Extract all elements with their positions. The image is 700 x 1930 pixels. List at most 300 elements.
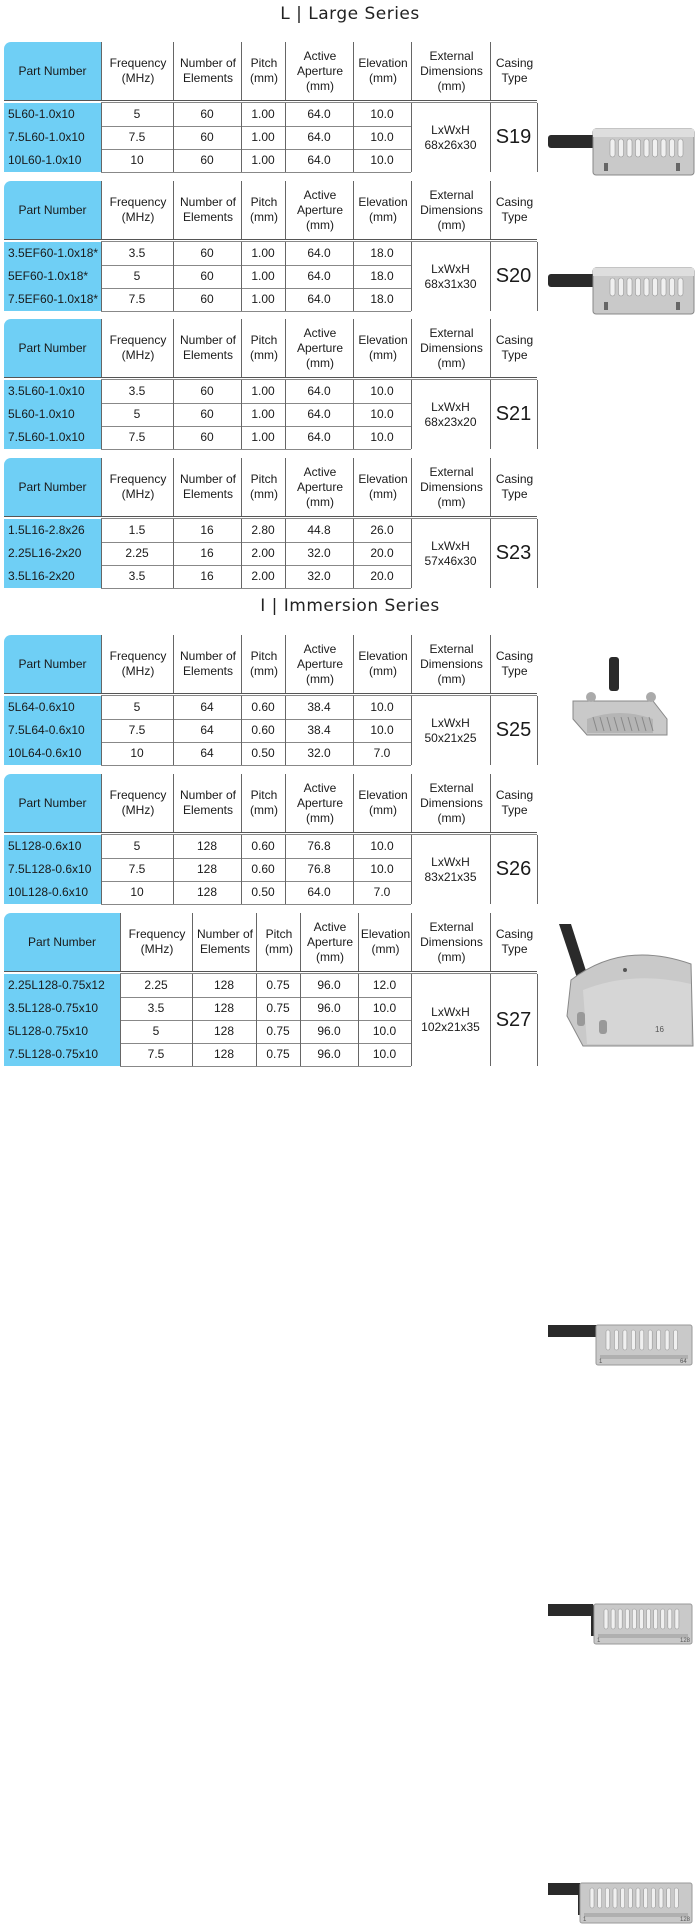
probe-slot [611, 1609, 615, 1629]
cell-pitch: 2.00 [251, 569, 275, 583]
header-dimensions: External Dimensions (mm) [411, 774, 491, 832]
cell-dimensions [411, 696, 490, 765]
probe-image [548, 236, 696, 321]
cell-aperture: 64.0 [307, 292, 331, 306]
header-divider [4, 516, 537, 517]
column-divider [173, 696, 174, 765]
cell-frequency: 10 [130, 153, 144, 167]
cell-frequency: 7.5 [128, 130, 146, 144]
spec-table [0, 42, 700, 175]
cell-part-number: 5L128-0.6x10 [4, 835, 102, 858]
cell-elevation: 20.0 [370, 569, 394, 583]
column-divider [285, 835, 286, 904]
cell-pitch: 1.00 [251, 430, 275, 444]
cell-elevation: 10.0 [370, 700, 394, 714]
column-divider [353, 380, 354, 449]
cell-pitch: 2.80 [251, 523, 275, 537]
probe-marking-left: 1 [597, 1638, 601, 1644]
cell-dimensions [411, 519, 490, 588]
column-divider [256, 974, 257, 1066]
cell-aperture: 64.0 [307, 153, 331, 167]
cell-elements: 60 [200, 246, 214, 260]
header-elements: Number of Elements [173, 635, 242, 693]
column-divider [173, 242, 174, 311]
cell-aperture: 96.0 [317, 1024, 341, 1038]
header-part-number: Part Number [4, 42, 101, 100]
cell-dimensions [411, 835, 490, 904]
header-dimensions: External Dimensions (mm) [411, 458, 491, 516]
header-frequency: Frequency (MHz) [101, 774, 174, 832]
probe-slot [636, 139, 641, 157]
header-dimensions: External Dimensions (mm) [411, 913, 491, 971]
column-divider [537, 835, 538, 904]
cell-elevation: 10.0 [370, 153, 394, 167]
dims-label: LxWxH [431, 261, 470, 276]
probe-marking-right: 64 [680, 1359, 687, 1365]
probe-slot [610, 278, 615, 296]
column-divider [537, 974, 538, 1066]
cell-elements: 128 [196, 862, 218, 876]
probe-slot [632, 1609, 636, 1629]
header-part-number: Part Number [4, 181, 101, 239]
dims-label: LxWxH [431, 715, 470, 730]
probe-top-face [593, 268, 694, 276]
cell-pitch: 1.00 [251, 246, 275, 260]
cell-elements: 64 [200, 723, 214, 737]
column-divider [101, 242, 102, 311]
column-divider [537, 519, 538, 588]
column-divider [537, 696, 538, 765]
cell-aperture: 64.0 [307, 885, 331, 899]
probe-slot [665, 1330, 669, 1350]
cell-frequency: 3.5 [128, 569, 146, 583]
cell-elements: 128 [196, 839, 218, 853]
cell-elevation: 10.0 [370, 130, 394, 144]
spec-table [0, 181, 700, 314]
header-casing: Casing Type [490, 458, 538, 516]
cell-casing-type: S21 [495, 403, 532, 425]
header-elements: Number of Elements [173, 42, 242, 100]
header-divider [4, 239, 537, 240]
dims-value: 57x46x30 [424, 553, 477, 568]
header-pitch: Pitch (mm) [241, 635, 286, 693]
cell-dimensions [411, 103, 490, 172]
header-aperture: Active Aperture (mm) [285, 458, 354, 516]
cell-elements: 128 [213, 1047, 235, 1061]
cell-part-number: 7.5L60-1.0x10 [4, 426, 102, 449]
probe-top-face [593, 129, 694, 137]
probe-slot [647, 1609, 651, 1629]
probe-image [548, 1600, 696, 1646]
probe-slot [631, 1330, 635, 1350]
header-aperture: Active Aperture (mm) [285, 774, 354, 832]
cell-part-number: 10L64-0.6x10 [4, 742, 102, 765]
cell-elements: 60 [200, 269, 214, 283]
dims-value: 50x21x25 [424, 730, 477, 745]
header-pitch: Pitch (mm) [241, 458, 286, 516]
probe-slot [598, 1888, 602, 1908]
cell-part-number: 10L60-1.0x10 [4, 149, 102, 172]
probe-slot [606, 1330, 610, 1350]
cell-part-number: 5L60-1.0x10 [4, 403, 102, 426]
probe-slot [605, 1888, 609, 1908]
header-aperture: Active Aperture (mm) [300, 913, 359, 971]
header-pitch: Pitch (mm) [241, 42, 286, 100]
column-divider [241, 519, 242, 588]
cell-aperture: 76.8 [307, 862, 331, 876]
header-dimensions: External Dimensions (mm) [411, 181, 491, 239]
column-divider [101, 696, 102, 765]
header-elevation: Elevation (mm) [353, 774, 412, 832]
cell-frequency: 7.5 [147, 1047, 165, 1061]
table-bottom-border [101, 904, 411, 905]
cell-part-number: 5L60-1.0x10 [4, 103, 102, 126]
column-divider [173, 380, 174, 449]
table-bottom-border [101, 172, 411, 173]
cell-pitch: 1.00 [251, 407, 275, 421]
column-divider [173, 103, 174, 172]
cell-elements: 60 [200, 430, 214, 444]
probe-face [598, 1634, 688, 1638]
dims-label: LxWxH [431, 122, 470, 137]
probe-slot [640, 1330, 644, 1350]
column-divider [241, 103, 242, 172]
section-title: L | Large Series [280, 4, 420, 24]
cell-frequency: 7.5 [128, 292, 146, 306]
cell-elevation: 10.0 [370, 407, 394, 421]
cell-aperture: 64.0 [307, 130, 331, 144]
column-divider [192, 974, 193, 1066]
cell-aperture: 64.0 [307, 246, 331, 260]
header-casing: Casing Type [490, 913, 538, 971]
cell-part-number: 3.5L16-2x20 [4, 565, 102, 588]
probe-screw [604, 163, 608, 171]
column-divider [285, 380, 286, 449]
probe-slot [627, 278, 632, 296]
dims-label: LxWxH [431, 854, 470, 869]
cell-pitch: 0.50 [251, 746, 275, 760]
cell-elevation: 10.0 [372, 1047, 397, 1061]
header-part-number: Part Number [4, 458, 101, 516]
cell-elements: 64 [200, 746, 214, 760]
header-divider [4, 100, 537, 101]
cell-pitch: 0.75 [266, 1047, 290, 1061]
dims-value: 102x21x35 [421, 1020, 480, 1034]
cell-part-number: 5EF60-1.0x18* [4, 265, 102, 288]
cell-frequency: 5 [152, 1024, 160, 1038]
column-divider [101, 380, 102, 449]
probe-slot [639, 1609, 643, 1629]
probe-drawing [548, 236, 696, 321]
cell-frequency: 2.25 [144, 978, 168, 992]
cell-dimensions [411, 242, 490, 311]
table-bottom-border [101, 311, 411, 312]
column-divider [353, 103, 354, 172]
table-bottom-border [101, 449, 411, 450]
probe-slot [661, 139, 666, 157]
cell-pitch: 0.75 [266, 1024, 290, 1038]
header-pitch: Pitch (mm) [241, 181, 286, 239]
dims-value: 83x21x35 [424, 869, 477, 884]
header-elevation: Elevation (mm) [353, 42, 412, 100]
cell-part-number: 1.5L16-2.8x26 [4, 519, 102, 542]
cell-elevation: 18.0 [370, 246, 394, 260]
cell-pitch: 0.75 [266, 1001, 290, 1015]
cell-casing-type: S27 [495, 1008, 532, 1031]
cell-elevation: 26.0 [370, 523, 394, 537]
cell-part-number: 7.5L128-0.6x10 [4, 858, 102, 881]
header-aperture: Active Aperture (mm) [285, 181, 354, 239]
spec-table [0, 319, 700, 452]
header-elevation: Elevation (mm) [353, 319, 412, 377]
header-elements: Number of Elements [173, 774, 242, 832]
cell-elements: 60 [200, 107, 214, 121]
column-divider [358, 974, 359, 1066]
probe-slot [674, 1330, 678, 1350]
cell-dimensions [411, 380, 490, 449]
header-dimensions: External Dimensions (mm) [411, 319, 491, 377]
cell-elements: 128 [213, 1001, 235, 1015]
cell-casing-type: S25 [495, 719, 532, 741]
cell-aperture: 38.4 [307, 700, 331, 714]
probe-screw [676, 163, 680, 171]
cell-pitch: 2.00 [251, 546, 275, 560]
cell-elevation: 10.0 [370, 723, 394, 737]
cell-casing-type: S26 [495, 858, 532, 880]
cell-aperture: 44.8 [307, 523, 331, 537]
probe-slot [678, 139, 683, 157]
probe-slot [648, 1330, 652, 1350]
section-title: I | Immersion Series [260, 596, 440, 616]
cell-aperture: 32.0 [307, 746, 331, 760]
probe-slot [644, 1888, 648, 1908]
probe-marking: 16 [655, 1025, 664, 1034]
cell-elevation: 10.0 [370, 862, 394, 876]
header-divider [4, 693, 537, 694]
cell-elements: 60 [200, 292, 214, 306]
cell-elevation: 10.0 [370, 839, 394, 853]
probe-slot [619, 278, 624, 296]
cell-elements: 16 [200, 569, 214, 583]
header-casing: Casing Type [490, 181, 538, 239]
header-casing: Casing Type [490, 319, 538, 377]
cell-frequency: 10 [130, 885, 144, 899]
probe-cable [548, 1325, 602, 1337]
column-divider [120, 974, 121, 1066]
dims-value: 68x26x30 [424, 137, 477, 152]
probe-slot [670, 139, 675, 157]
cell-frequency: 5 [133, 107, 141, 121]
header-elevation: Elevation (mm) [353, 635, 412, 693]
probe-slot [644, 139, 649, 157]
column-divider [241, 380, 242, 449]
column-divider [353, 696, 354, 765]
cell-elevation: 10.0 [370, 384, 394, 398]
probe-image [548, 97, 696, 182]
header-frequency: Frequency (MHz) [101, 458, 174, 516]
cell-part-number: 3.5EF60-1.0x18* [4, 242, 102, 265]
probe-slot [610, 139, 615, 157]
dims-label: LxWxH [431, 399, 470, 414]
probe-cable [548, 1604, 597, 1616]
probe-slot [627, 139, 632, 157]
cell-frequency: 7.5 [128, 430, 146, 444]
header-aperture: Active Aperture (mm) [285, 42, 354, 100]
cell-elements: 60 [200, 130, 214, 144]
cell-elements: 128 [213, 978, 235, 992]
cell-elements: 128 [196, 885, 218, 899]
cell-frequency: 5 [133, 839, 141, 853]
cell-elements: 16 [200, 523, 214, 537]
probe-cable [548, 274, 596, 287]
column-divider [353, 835, 354, 904]
cell-elements: 128 [213, 1024, 235, 1038]
cell-pitch: 0.60 [251, 723, 275, 737]
cell-pitch: 0.60 [251, 700, 275, 714]
probe-slot [614, 1330, 618, 1350]
probe-slot [636, 278, 641, 296]
column-divider [300, 974, 301, 1066]
column-divider [241, 696, 242, 765]
cell-part-number: 5L64-0.6x10 [4, 696, 102, 719]
probe-slot [625, 1609, 629, 1629]
column-divider [537, 242, 538, 311]
cell-pitch: 1.00 [251, 292, 275, 306]
probe-slot [604, 1609, 608, 1629]
cell-aperture: 32.0 [307, 569, 331, 583]
header-divider [4, 971, 537, 972]
cell-pitch: 1.00 [251, 107, 275, 121]
header-frequency: Frequency (MHz) [101, 319, 174, 377]
dims-value: 68x31x30 [424, 276, 477, 291]
cell-part-number: 3.5L128-0.75x10 [4, 997, 121, 1020]
column-divider [285, 519, 286, 588]
cell-casing-type: S20 [495, 265, 532, 287]
cell-elevation: 7.0 [373, 885, 391, 899]
column-divider [285, 696, 286, 765]
probe-slot [636, 1888, 640, 1908]
probe-slot [670, 278, 675, 296]
probe-screw [676, 302, 680, 310]
probe-slot [667, 1888, 671, 1908]
cell-frequency: 3.5 [147, 1001, 165, 1015]
table-bottom-border [101, 588, 411, 589]
probe-face [600, 1355, 688, 1359]
cell-elements: 60 [200, 153, 214, 167]
probe-marking-right: 128 [680, 1917, 691, 1923]
cell-frequency: 5 [133, 700, 141, 714]
cell-aperture: 96.0 [317, 978, 341, 992]
cell-part-number: 7.5L128-0.75x10 [4, 1043, 121, 1066]
cell-aperture: 76.8 [307, 839, 331, 853]
probe-slot [590, 1888, 594, 1908]
probe-slot [651, 1888, 655, 1908]
header-aperture: Active Aperture (mm) [285, 319, 354, 377]
cell-aperture: 32.0 [307, 546, 331, 560]
cell-pitch: 1.00 [251, 130, 275, 144]
probe-slot [661, 1609, 665, 1629]
probe-slot [653, 278, 658, 296]
header-frequency: Frequency (MHz) [101, 181, 174, 239]
probe-slot [654, 1609, 658, 1629]
header-dimensions: External Dimensions (mm) [411, 42, 491, 100]
cell-part-number: 10L128-0.6x10 [4, 881, 102, 904]
probe-marking-right: 128 [680, 1638, 691, 1644]
probe-drawing [548, 1321, 696, 1369]
cell-aperture: 64.0 [307, 384, 331, 398]
cell-elevation: 7.0 [373, 746, 391, 760]
probe-drawing [548, 97, 696, 182]
cell-pitch: 0.75 [266, 978, 290, 992]
probe-marking-left: 1 [583, 1917, 587, 1923]
probe-image [548, 1321, 696, 1369]
cell-frequency: 7.5 [128, 723, 146, 737]
header-elements: Number of Elements [192, 913, 257, 971]
cell-part-number: 5L128-0.75x10 [4, 1020, 121, 1043]
probe-slot [623, 1330, 627, 1350]
column-divider [353, 519, 354, 588]
cell-frequency: 2.25 [125, 546, 149, 560]
column-divider [537, 103, 538, 172]
column-divider [285, 242, 286, 311]
header-part-number: Part Number [4, 635, 101, 693]
probe-slot [653, 139, 658, 157]
dims-label: LxWxH [431, 1005, 470, 1019]
header-frequency: Frequency (MHz) [120, 913, 193, 971]
dims-label: LxWxH [431, 538, 470, 553]
cell-elements: 16 [200, 546, 214, 560]
header-frequency: Frequency (MHz) [101, 635, 174, 693]
header-elevation: Elevation (mm) [358, 913, 412, 971]
cell-casing-type: S19 [495, 126, 532, 148]
cell-elevation: 18.0 [370, 292, 394, 306]
cell-frequency: 1.5 [128, 523, 146, 537]
column-divider [537, 380, 538, 449]
column-divider [241, 242, 242, 311]
cell-elevation: 12.0 [372, 978, 397, 992]
cell-frequency: 5 [133, 407, 141, 421]
cell-part-number: 2.25L16-2x20 [4, 542, 102, 565]
header-casing: Casing Type [490, 774, 538, 832]
cell-elevation: 10.0 [372, 1001, 397, 1015]
header-elements: Number of Elements [173, 319, 242, 377]
column-divider [173, 519, 174, 588]
cell-elevation: 10.0 [370, 107, 394, 121]
cell-aperture: 64.0 [307, 430, 331, 444]
column-divider [285, 103, 286, 172]
table-bottom-border [101, 765, 411, 766]
probe-slot [628, 1888, 632, 1908]
cell-aperture: 96.0 [317, 1001, 341, 1015]
probe-image [548, 1879, 696, 1925]
cell-pitch: 1.00 [251, 384, 275, 398]
cell-aperture: 38.4 [307, 723, 331, 737]
column-divider [101, 519, 102, 588]
header-pitch: Pitch (mm) [256, 913, 301, 971]
probe-slot [613, 1888, 617, 1908]
probe-slot [659, 1888, 663, 1908]
probe-slot [657, 1330, 661, 1350]
cell-frequency: 7.5 [128, 862, 146, 876]
header-part-number: Part Number [4, 319, 101, 377]
header-elements: Number of Elements [173, 181, 242, 239]
cell-part-number: 2.25L128-0.75x12 [4, 974, 121, 997]
cell-elevation: 20.0 [370, 546, 394, 560]
probe-slot [661, 278, 666, 296]
cell-frequency: 3.5 [128, 384, 146, 398]
probe-screw [604, 302, 608, 310]
probe-cable [548, 135, 596, 148]
